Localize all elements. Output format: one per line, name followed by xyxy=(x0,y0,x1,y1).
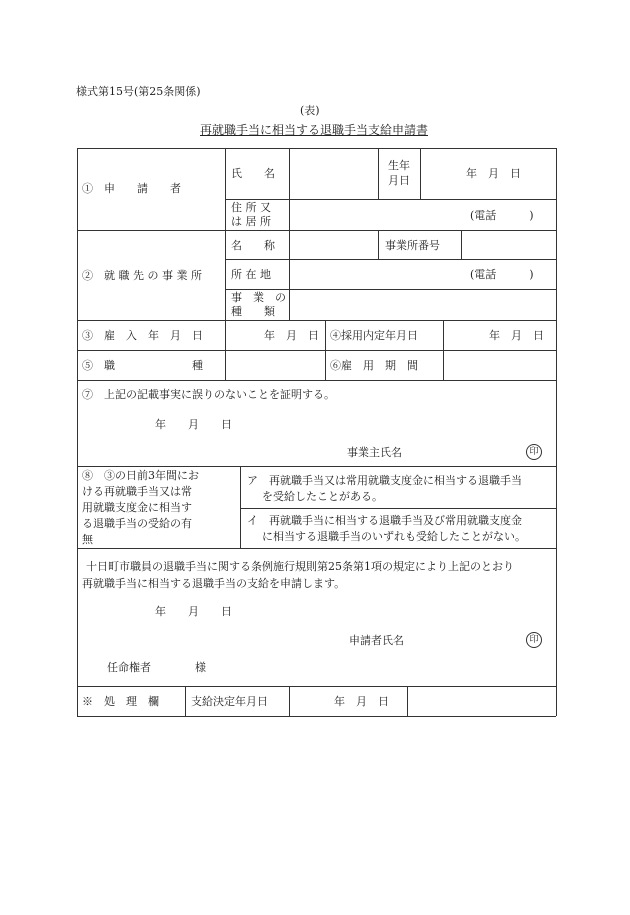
business-type-label-1: 事 業 の xyxy=(231,291,286,304)
employer-name-label: 名 称 xyxy=(231,239,275,252)
office-number-label: 事業所番号 xyxy=(385,239,440,252)
certification-text: ⑦ 上記の記載事実に誤りのないことを証明する。 xyxy=(82,388,335,401)
receipt-label-1: ⑧ ③の日前3年間にお xyxy=(82,469,199,482)
hire-date-label: ③ 雇 入 年 月 日 xyxy=(82,329,203,342)
adoption-date-label: ④採用内定年月日 xyxy=(330,329,418,342)
address-label-1: 住 所 又 xyxy=(231,201,271,214)
certification-date[interactable]: 年 月 日 xyxy=(155,418,232,431)
employer-address-label: 所 在 地 xyxy=(231,268,271,281)
adoption-date-value[interactable]: 年 月 日 xyxy=(489,329,544,342)
applicant-phone[interactable]: (電話 ) xyxy=(470,209,534,222)
employer-label: ② 就 職 先 の 事 業 所 xyxy=(82,269,202,282)
employer-owner-name-label: 事業主氏名 xyxy=(347,446,402,459)
employer-phone[interactable]: (電話 ) xyxy=(470,268,534,281)
applicant-name-label: 申請者氏名 xyxy=(349,634,404,647)
appointing-authority: 任命権者 様 xyxy=(107,661,206,674)
address-label-2: は 居 所 xyxy=(231,215,271,228)
applicant-label: ① 申 請 者 xyxy=(82,182,181,195)
name-field[interactable] xyxy=(290,149,378,199)
application-text-1: 十日町市職員の退職手当に関する条例施行規則第25条第1項の規定により上記のとおり xyxy=(86,560,514,573)
receipt-label-4: る退職手当の受給の有 xyxy=(82,517,192,530)
birth-label-2: 月日 xyxy=(388,174,410,187)
seal-icon: 印 xyxy=(526,632,542,648)
application-date[interactable]: 年 月 日 xyxy=(155,605,232,618)
name-label: 氏 名 xyxy=(231,167,275,180)
seal-icon: 印 xyxy=(526,444,542,460)
birth-label-1: 生年 xyxy=(388,159,410,172)
side-marker: (表) xyxy=(300,104,320,117)
application-text-2: 再就職手当に相当する退職手当の支給を申請します。 xyxy=(82,577,346,590)
receipt-label-2: ける再就職手当又は常 xyxy=(82,485,192,498)
birth-date-value[interactable]: 年 月 日 xyxy=(466,167,521,180)
form-number: 様式第15号(第25条関係) xyxy=(76,85,201,98)
option-i-line-1[interactable]: イ 再就職手当に相当する退職手当及び常用就職支度金 xyxy=(247,514,522,527)
job-type-label: ⑤ 職 種 xyxy=(82,359,203,372)
option-a-line-2: を受給したことがある。 xyxy=(262,490,383,503)
payment-decision-label: 支給決定年月日 xyxy=(191,695,268,708)
business-type-label-2: 種 類 xyxy=(231,305,275,318)
hire-date-value[interactable]: 年 月 日 xyxy=(264,329,319,342)
receipt-label-3: 用就職支度金に相当す xyxy=(82,501,192,514)
processing-label: ※ 処 理 欄 xyxy=(82,695,159,708)
employment-period-label: ⑥雇 用 期 間 xyxy=(330,359,418,372)
payment-decision-value[interactable]: 年 月 日 xyxy=(334,695,389,708)
option-a-line-1[interactable]: ア 再就職手当又は常用就職支度金に相当する退職手当 xyxy=(247,474,522,487)
receipt-label-5: 無 xyxy=(82,533,93,546)
option-i-line-2: に相当する退職手当のいずれも受給したことがない。 xyxy=(262,530,526,543)
form-title: 再就職手当に相当する退職手当支給申請書 xyxy=(200,123,429,137)
